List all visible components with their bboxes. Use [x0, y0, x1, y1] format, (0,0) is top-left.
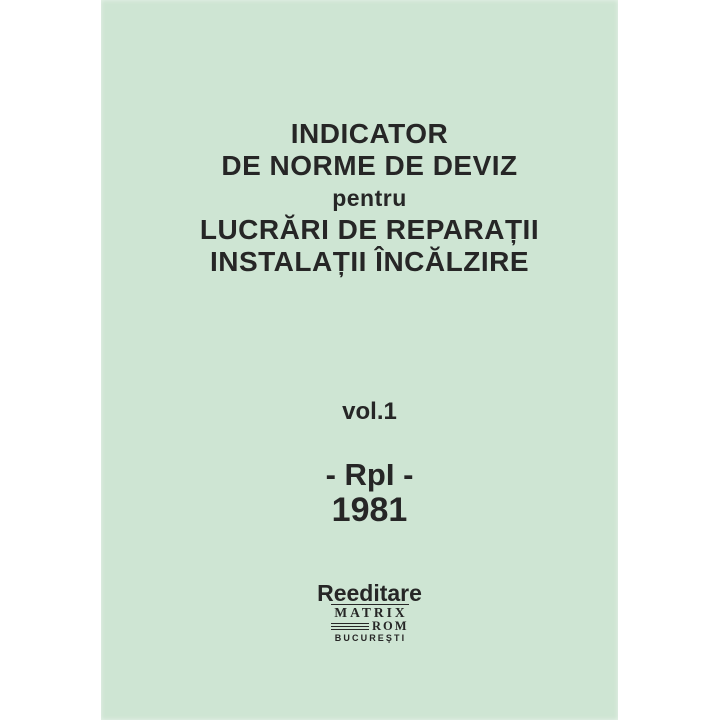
title-line-1: INDICATOR: [290, 118, 449, 149]
book-title: [111, 118, 628, 278]
series-code: - RpI -: [325, 457, 414, 492]
title-connector: pentru: [332, 185, 407, 211]
title-line-4: INSTALAȚII ÎNCĂLZIRE: [209, 246, 529, 277]
volume-label: vol.1: [342, 398, 397, 425]
publisher-name-matrix: MATRIX: [331, 604, 409, 620]
publisher-name-rom: ROM: [371, 619, 409, 633]
publisher-city: BUCUREŞTI: [334, 633, 407, 643]
code-year-block: [111, 458, 628, 528]
edition-label: Reeditare: [317, 580, 422, 606]
book-cover: [101, 0, 618, 720]
logo-bars-icon: [331, 623, 369, 631]
publisher-logo-block: [111, 604, 628, 646]
title-line-3: LUCRĂRI DE REPARAȚII: [199, 214, 540, 245]
year-label: 1981: [331, 491, 408, 529]
title-line-2: DE NORME DE DEVIZ: [221, 150, 518, 181]
publisher-logo-row: [331, 620, 409, 633]
publisher-logo: [331, 604, 409, 643]
